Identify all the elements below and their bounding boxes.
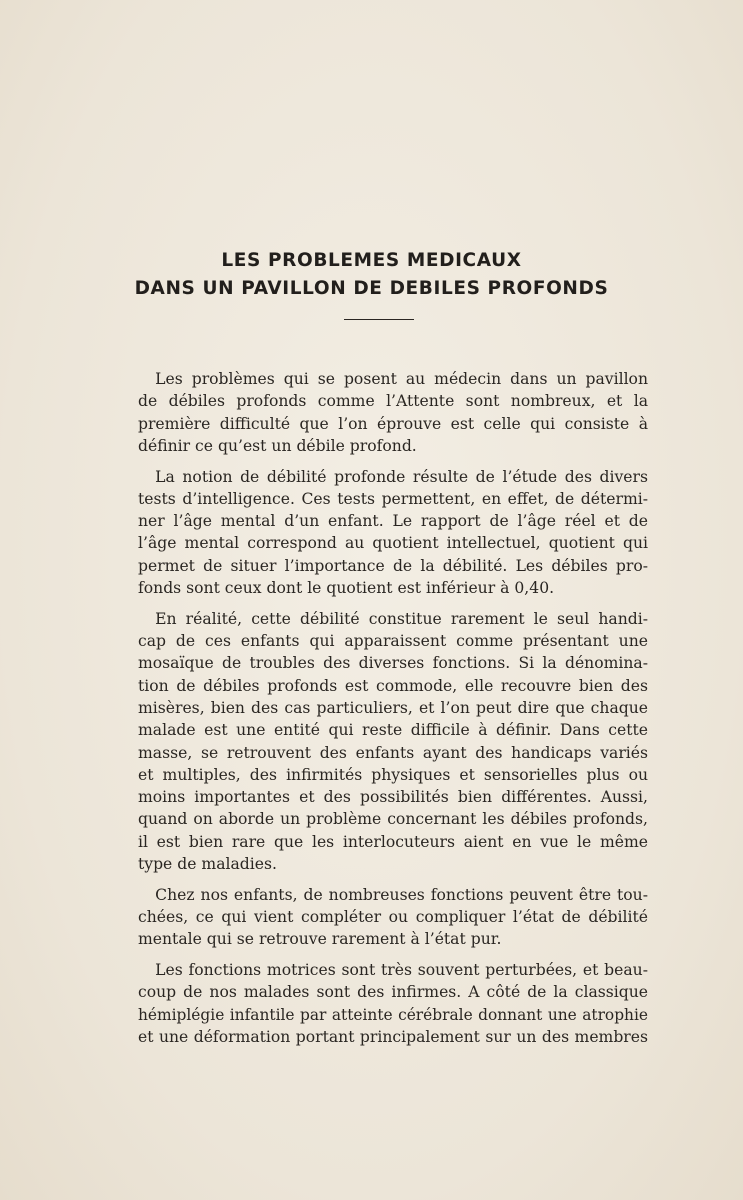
text-line: moins importantes et des possibilités bien différentes. Aussi, [138,788,648,807]
paragraph-4 [138,884,648,951]
paragraph-5 [138,959,648,1048]
text-line: mosaïque de troubles des diverses fonctions. Si la dénomina- [138,654,648,673]
text-line: l’âge mental correspond au quotient intellectuel, quotient qui [138,534,648,553]
text-line: quand on aborde un problème concernant les débiles profonds, [138,810,648,829]
text-line: de débiles profonds comme l’Attente sont nombreux, et la [138,392,648,411]
text-line: Chez nos enfants, de nombreuses fonctions peuvent être tou- [155,885,648,904]
text-line: misères, bien des cas particuliers, et l’on peut dire que chaque [138,698,648,717]
text-line: coup de nos malades sont des infirmes. A côté de la classique [138,983,648,1002]
title-divider [344,319,414,320]
text-line: et une déformation portant principalement sur un des membres [138,1027,648,1046]
text-line: ner l’âge mental d’un enfant. Le rapport de l’âge réel et de [138,512,648,531]
text-line: et multiples, des infirmités physiques et sensorielles plus ou [138,765,648,784]
document-title-line-2: DANS UN PAVILLON DE DEBILES PROFONDS [134,278,609,299]
text-line: La notion de débilité profonde résulte de l’étude des divers [155,467,648,486]
text-line: En réalité, cette débilité constitue rarement le seul handi- [155,609,648,628]
text-line: Les problèmes qui se posent au médecin dans un pavillon [155,370,648,388]
text-line: type de maladies. [138,855,277,874]
text-line: Les fonctions motrices sont très souvent perturbées, et beau- [155,960,648,979]
body-text [138,368,648,1057]
text-line: fonds sont ceux dont le quotient est inférieur à 0,40. [138,579,555,598]
text-line: malade est une entité qui reste difficile à définir. Dans cette [138,721,648,740]
text-line: il est bien rare que les interlocuteurs aient en vue le même [138,832,648,851]
paragraph-2 [138,466,648,600]
document-title-line-1: LES PROBLEMES MEDICAUX [221,250,522,271]
text-line: tests d’intelligence. Ces tests permettent, en effet, de détermi- [138,489,648,508]
text-line: hémiplégie infantile par atteinte cérébrale donnant une atrophie [138,1005,648,1024]
paragraph-1 [138,368,648,457]
text-line: définir ce qu’est un débile profond. [138,436,417,455]
text-line: première difficulté que l’on éprouve est celle qui consiste à [138,414,648,433]
text-line: permet de situer l’importance de la débilité. Les débiles pro- [138,556,648,575]
text-line: cap de ces enfants qui apparaissent comme présentant une [138,632,648,651]
text-line: masse, se retrouvent des enfants ayant des handicaps variés [138,743,648,762]
text-line: mentale qui se retrouve rarement à l’état pur. [138,930,502,949]
text-line: tion de débiles profonds est commode, elle recouvre bien des [138,676,648,695]
paragraph-3 [138,608,648,876]
text-line: chées, ce qui vient compléter ou compliquer l’état de débilité [138,908,648,926]
